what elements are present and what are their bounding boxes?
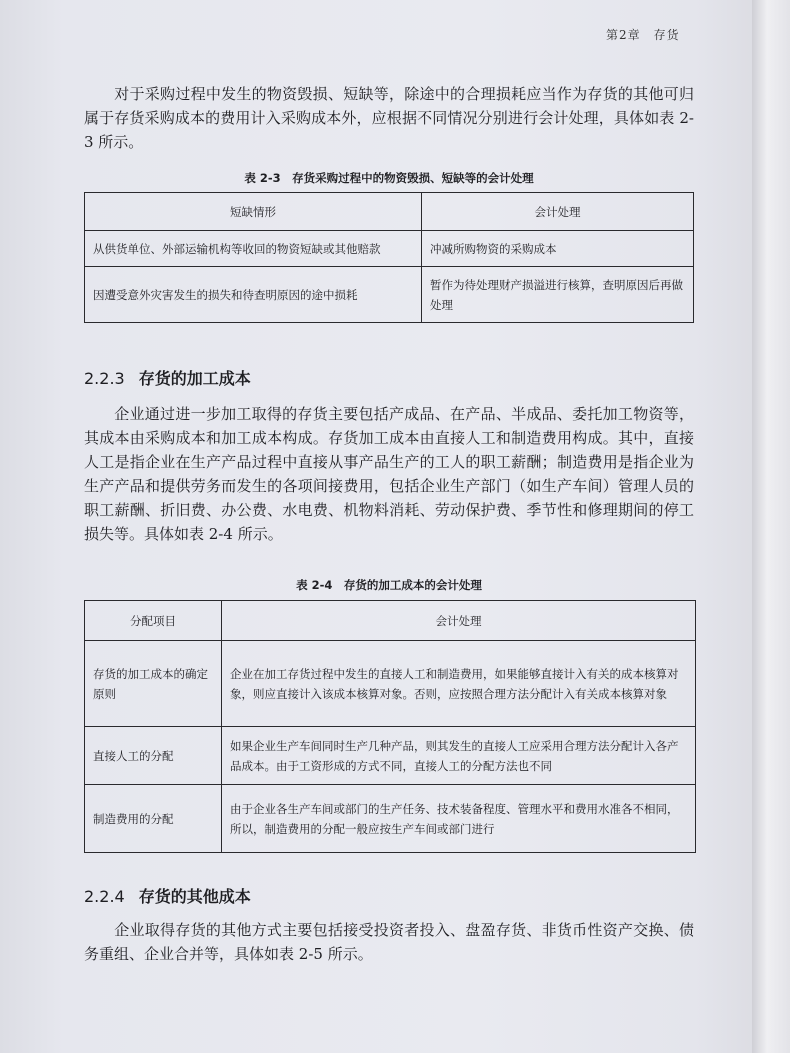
table-row xyxy=(85,727,696,785)
table-cell: 存货的加工成本的确定原则 xyxy=(85,641,222,727)
table-row xyxy=(85,785,696,853)
table-row xyxy=(85,641,696,727)
section-heading-2-2-3 xyxy=(84,366,251,389)
table-header: 分配项目 xyxy=(85,601,222,641)
table-2-4 xyxy=(84,600,696,853)
section-heading-2-2-4 xyxy=(84,884,251,907)
section-2-2-4-paragraph: 企业取得存货的其他方式主要包括接受投资者投入、盘盈存货、非货币性资产交换、债务重组、企业合并等，具体如表 2-5 所示。 xyxy=(84,921,694,963)
table-header: 会计处理 xyxy=(422,193,694,231)
section-number: 2.2.4 xyxy=(84,887,125,906)
table-2-3 xyxy=(84,192,694,323)
table-cell: 冲减所购物资的采购成本 xyxy=(422,231,694,267)
section-2-2-3-paragraph: 企业通过进一步加工取得的存货主要包括产成品、在产品、半成品、委托加工物资等，其成本由采购成本和加工成本构成。存货加工成本由直接人工和制造费用构成。其中，直接人工是指企业在生产产品过程中直接从事产品生产的工人的职工薪酬；制造费用是指企业为生产产品和提供劳务而发生的各项间接费用，包括企业生产部门（如生产车间）管理人员的职工薪酬、折旧费、办公费、水电费、机物料消耗、劳动保护费、季节性和修理期间的停工损失等。具体如表 2-4 所示。 xyxy=(84,405,694,543)
running-head: 第2章 存货 xyxy=(606,28,680,42)
table-header: 短缺情形 xyxy=(85,193,422,231)
table-cell: 由于企业各生产车间或部门的生产任务、技术装备程度、管理水平和费用水准各不相同，所以，制造费用的分配一般应按生产车间或部门进行 xyxy=(222,785,696,853)
table-2-3-caption: 表 2-3 存货采购过程中的物资毁损、短缺等的会计处理 xyxy=(244,171,534,185)
section-title: 存货的其他成本 xyxy=(138,887,251,906)
section-number: 2.2.3 xyxy=(84,369,125,388)
table-cell: 企业在加工存货过程中发生的直接人工和制造费用，如果能够直接计入有关的成本核算对象，则应直接计入该成本核算对象。否则，应按照合理方法分配计入有关成本核算对象 xyxy=(222,641,696,727)
page-edge xyxy=(752,0,790,1053)
table-2-4-caption: 表 2-4 存货的加工成本的会计处理 xyxy=(296,578,482,592)
table-cell: 如果企业生产车间同时生产几种产品，则其发生的直接人工应采用合理方法分配计入各产品成本。由于工资形成的方式不同，直接人工的分配方法也不同 xyxy=(222,727,696,785)
section-title: 存货的加工成本 xyxy=(138,369,251,388)
table-row xyxy=(85,231,694,267)
table-cell: 从供货单位、外部运输机构等收回的物资短缺或其他赔款 xyxy=(85,231,422,267)
table-cell: 因遭受意外灾害发生的损失和待查明原因的途中损耗 xyxy=(85,267,422,323)
table-cell: 制造费用的分配 xyxy=(85,785,222,853)
table-header: 会计处理 xyxy=(222,601,696,641)
table-cell: 暂作为待处理财产损溢进行核算，查明原因后再做处理 xyxy=(422,267,694,323)
table-row xyxy=(85,267,694,323)
intro-paragraph: 对于采购过程中发生的物资毁损、短缺等，除途中的合理损耗应当作为存货的其他可归属于存货采购成本的费用计入采购成本外，应根据不同情况分别进行会计处理，具体如表 2-3 所示。 xyxy=(84,85,694,151)
table-cell: 直接人工的分配 xyxy=(85,727,222,785)
